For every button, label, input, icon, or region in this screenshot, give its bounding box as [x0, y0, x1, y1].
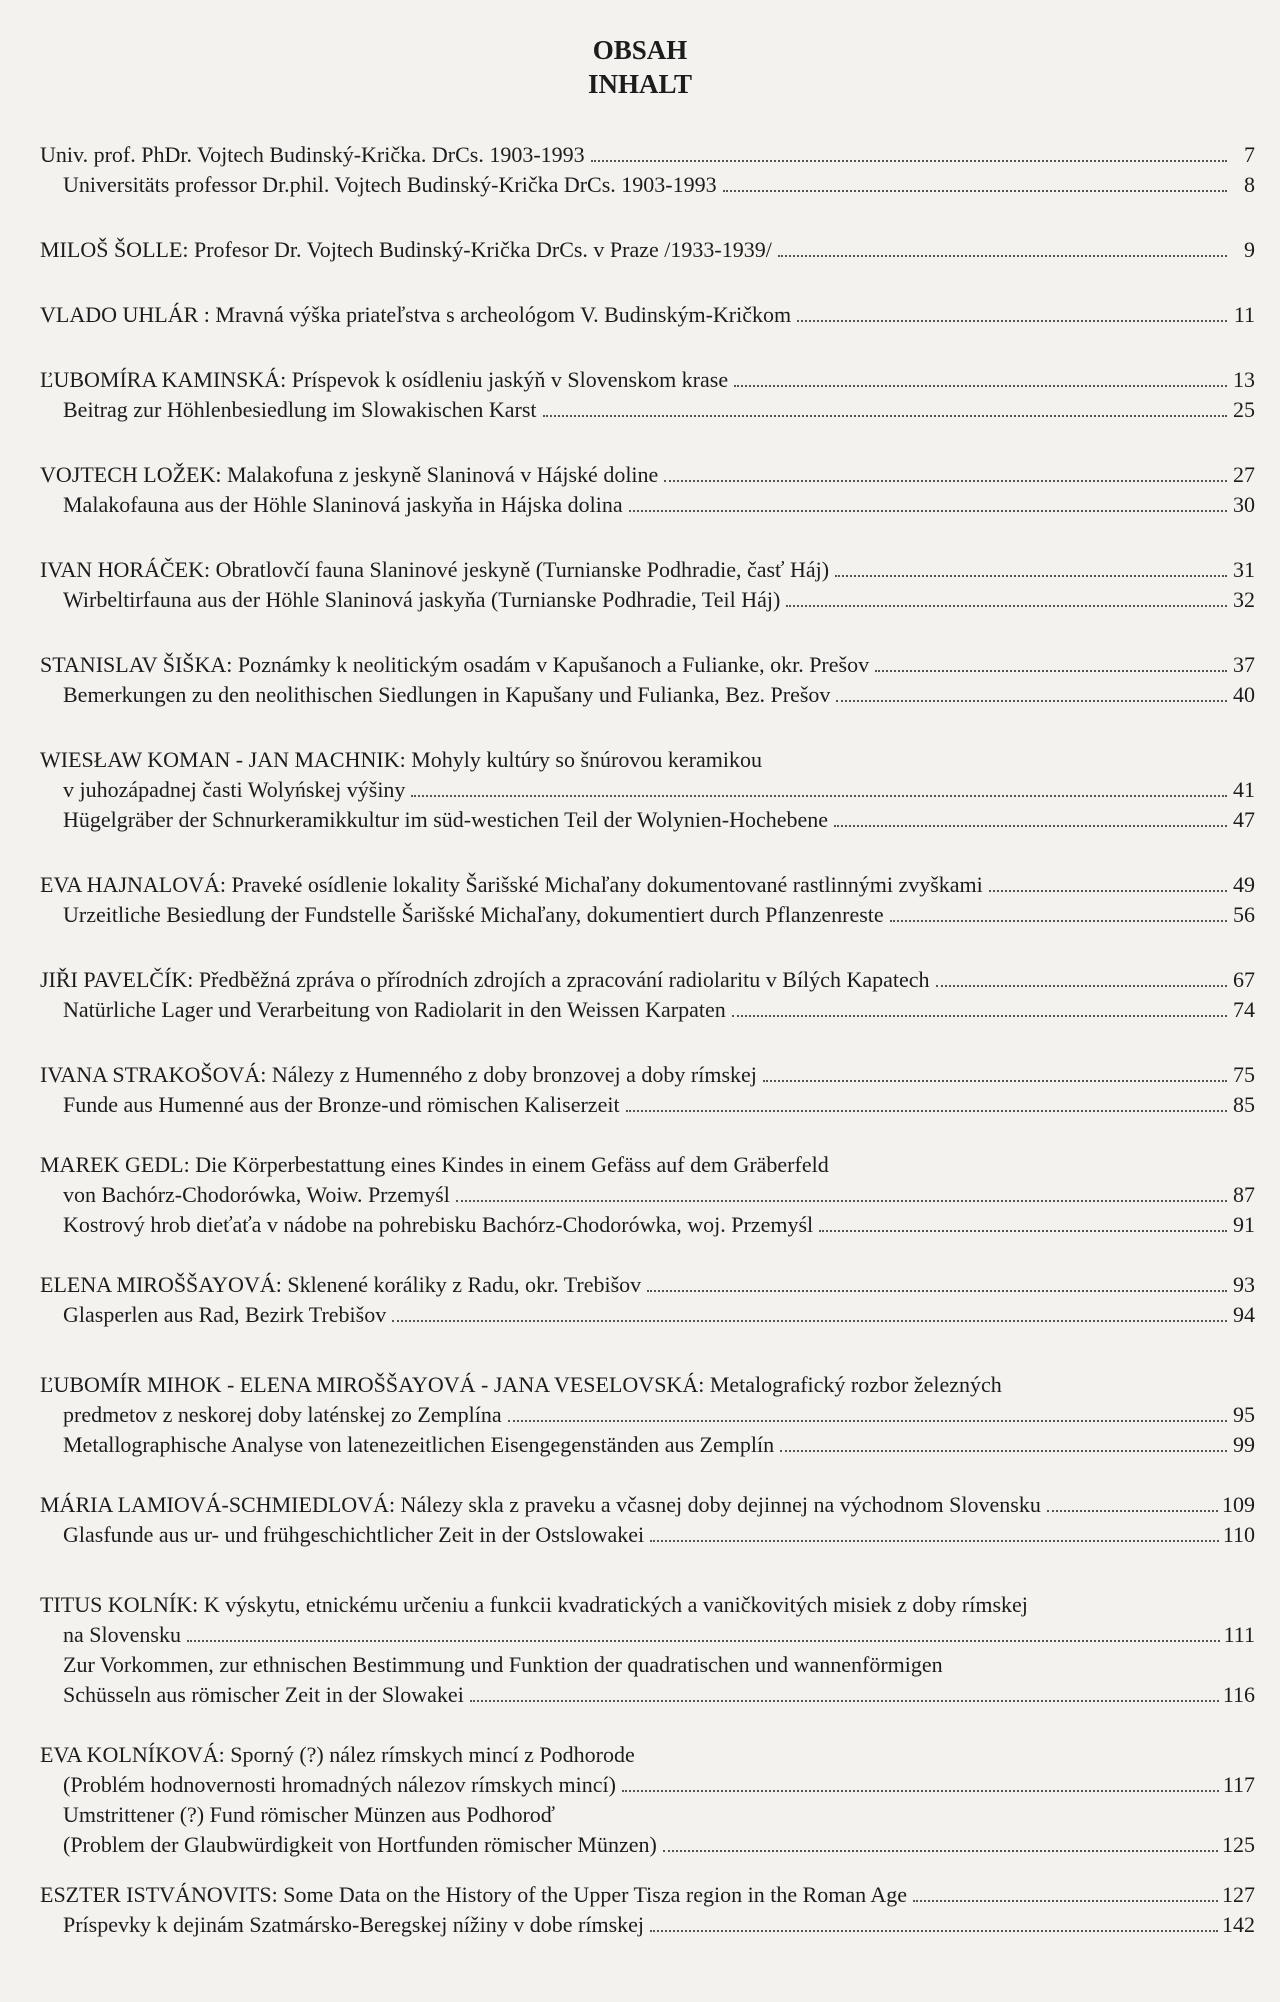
toc-line-text: EVA KOLNÍKOVÁ: Sporný (?) nález rímskych mincí z Podhorode	[40, 1742, 635, 1767]
toc-line	[40, 1150, 1255, 1180]
toc-page-number: 93	[1233, 1272, 1255, 1297]
toc-line-text: Umstrittener (?) Fund römischer Münzen aus Podhoroď	[63, 1802, 556, 1827]
dot-leader	[936, 985, 1228, 987]
dot-leader	[797, 320, 1227, 322]
toc-entry	[40, 965, 1255, 1025]
toc-line	[40, 900, 1255, 930]
toc-line-text: EVA HAJNALOVÁ: Praveké osídlenie lokality Šarišské Michaľany dokumentované rastlinnými zvyškami	[40, 872, 983, 897]
toc-line-text: Príspevky k dejinám Szatmársko-Beregskej nížiny v dobe rímskej	[63, 1912, 645, 1937]
toc-line	[40, 1770, 1255, 1800]
toc-line	[40, 1910, 1255, 1940]
toc-line	[40, 1620, 1255, 1650]
toc-entry	[40, 235, 1255, 265]
toc-line	[40, 1180, 1255, 1210]
toc-line	[40, 235, 1255, 265]
toc-entry	[40, 555, 1255, 615]
toc-line-text: Funde aus Humenné aus der Bronze-und römischen Kaliserzeit	[63, 1092, 620, 1117]
toc-page-number: 125	[1222, 1832, 1255, 1857]
toc-line	[40, 1650, 1255, 1680]
toc-entry	[40, 1490, 1255, 1550]
toc-page-number: 13	[1233, 367, 1255, 392]
toc-line-text: WIESŁAW KOMAN - JAN MACHNIK: Mohyly kultúry so šnúrovou keramikou	[40, 747, 762, 772]
toc-line-text: ELENA MIROŠŠAYOVÁ: Sklenené koráliky z Radu, okr. Trebišov	[40, 1272, 642, 1297]
toc-entry	[40, 365, 1255, 425]
dot-leader	[778, 255, 1227, 257]
toc-line-text: MÁRIA LAMIOVÁ-SCHMIEDLOVÁ: Nálezy skla z praveku a včasnej doby dejinnej na východnom Slovensku	[40, 1492, 1041, 1517]
dot-leader	[1047, 1510, 1218, 1512]
toc-line	[40, 745, 1255, 775]
toc-entry	[40, 460, 1255, 520]
toc-line	[40, 395, 1255, 425]
toc-line-text: TITUS KOLNÍK: K výskytu, etnickému určeniu a funkcii kvadratických a vaničkovitých misiek z doby rímskej	[40, 1592, 1028, 1617]
toc-line	[40, 870, 1255, 900]
toc-page-number: 9	[1244, 237, 1255, 262]
toc-line-text: ĽUBOMÍRA KAMINSKÁ: Príspevok k osídleniu jaskýň v Slovenskom krase	[40, 367, 729, 392]
dot-leader	[591, 160, 1227, 162]
toc-page-number: 142	[1222, 1912, 1255, 1937]
dot-leader	[543, 415, 1227, 417]
toc-line-text: von Bachórz-Chodorówka, Woiw. Przemyśl	[63, 1182, 450, 1207]
toc-line	[40, 1400, 1255, 1430]
toc-line	[40, 775, 1255, 805]
toc-line-text: Malakofauna aus der Höhle Slaninová jaskyňa in Hájska dolina	[63, 492, 623, 517]
toc-line	[40, 995, 1255, 1025]
toc-line	[40, 1880, 1255, 1910]
dot-leader	[875, 670, 1227, 672]
toc-page-number: 11	[1233, 302, 1255, 327]
dot-leader	[392, 1320, 1227, 1322]
toc-page-number: 75	[1233, 1062, 1255, 1087]
toc-page-number: 8	[1244, 172, 1255, 197]
dot-leader	[723, 190, 1227, 192]
toc-line-text: Glasfunde aus ur- und frühgeschichtlicher Zeit in der Ostslowakei	[63, 1522, 645, 1547]
toc-page-number: 74	[1233, 997, 1255, 1022]
toc-line-text: predmetov z neskorej doby laténskej zo Zemplína	[63, 1402, 502, 1427]
toc-page-number: 27	[1233, 462, 1255, 487]
toc-page-number: 49	[1233, 872, 1255, 897]
toc-line	[40, 170, 1255, 200]
dot-leader	[734, 385, 1227, 387]
page-title: OBSAH	[592, 35, 688, 65]
dot-leader	[763, 1080, 1227, 1082]
toc-line-text: v juhozápadnej časti Wolyńskej výšiny	[63, 777, 406, 802]
toc-line	[40, 300, 1255, 330]
dot-leader	[626, 1110, 1227, 1112]
toc-line-text: ĽUBOMÍR MIHOK - ELENA MIROŠŠAYOVÁ - JANA VESELOVSKÁ: Metalografický rozbor železných	[40, 1372, 1002, 1397]
toc-entry	[40, 1150, 1255, 1240]
toc-line	[40, 585, 1255, 615]
dot-leader	[819, 1230, 1227, 1232]
toc-line-text: Natürliche Lager und Verarbeitung von Radiolarit in den Weissen Karpaten	[63, 997, 726, 1022]
toc-line	[40, 1740, 1255, 1770]
toc-line-text: Glasperlen aus Rad, Bezirk Trebišov	[63, 1302, 387, 1327]
toc-line	[40, 1300, 1255, 1330]
toc-line	[40, 490, 1255, 520]
dot-leader	[663, 1850, 1218, 1852]
toc-page-number: 32	[1233, 587, 1255, 612]
toc-line	[40, 1370, 1255, 1400]
dot-leader	[456, 1200, 1227, 1202]
toc-line	[40, 650, 1255, 680]
toc-entry	[40, 1740, 1255, 1860]
dot-leader	[470, 1700, 1219, 1702]
toc-line	[40, 1830, 1255, 1860]
dot-leader	[664, 480, 1227, 482]
dot-leader	[622, 1790, 1219, 1792]
toc-page-number: 56	[1233, 902, 1255, 927]
dot-leader	[835, 575, 1227, 577]
dot-leader	[411, 795, 1227, 797]
toc-page-number: 99	[1233, 1432, 1255, 1457]
toc-line-text: Zur Vorkommen, zur ethnischen Bestimmung und Funktion der quadratischen und wannenförmigen	[63, 1652, 943, 1677]
toc-line-text: Metallographische Analyse von latenezeitlichen Eisengegenständen aus Zemplín	[63, 1432, 775, 1457]
toc-entry	[40, 140, 1255, 200]
toc-line	[40, 1430, 1255, 1460]
toc-line-text: (Problem der Glaubwürdigkeit von Hortfunden römischer Münzen)	[63, 1832, 657, 1857]
toc-page-number: 41	[1233, 777, 1255, 802]
toc-line-text: Wirbeltirfauna aus der Höhle Slaninová jaskyňa (Turnianske Podhradie, Teil Háj)	[63, 587, 781, 612]
toc-line-text: Schüsseln aus römischer Zeit in der Slowakei	[63, 1682, 464, 1707]
toc-page-number: 95	[1233, 1402, 1255, 1427]
dot-leader	[836, 700, 1227, 702]
dot-leader	[508, 1420, 1227, 1422]
toc-line-text: Hügelgräber der Schnurkeramikkultur im süd-westichen Teil der Wolynien-Hochebene	[63, 807, 829, 832]
toc-entry	[40, 870, 1255, 930]
toc-entry	[40, 1060, 1255, 1120]
toc-line-text: IVAN HORÁČEK: Obratlovčí fauna Slaninové jeskyně (Turnianske Podhradie, časť Háj)	[40, 557, 830, 582]
toc-line-text: Kostrový hrob dieťaťa v nádobe na pohrebisku Bachórz-Chodorówka, woj. Przemyśl	[63, 1212, 814, 1237]
toc-line-text: STANISLAV ŠIŠKA: Poznámky k neolitickým osadám v Kapušanoch a Fulianke, okr. Prešov	[40, 652, 870, 677]
toc-line	[40, 1270, 1255, 1300]
toc-line	[40, 1520, 1255, 1550]
toc-page-number: 67	[1233, 967, 1255, 992]
toc-line	[40, 1060, 1255, 1090]
toc-line	[40, 365, 1255, 395]
dot-leader	[780, 1450, 1227, 1452]
dot-leader	[834, 825, 1227, 827]
toc-page-number: 37	[1233, 652, 1255, 677]
toc-page-number: 31	[1233, 557, 1255, 582]
toc-page-number: 111	[1223, 1622, 1255, 1647]
toc-page-number: 109	[1222, 1492, 1255, 1517]
toc-line-text: Universitäts professor Dr.phil. Vojtech Budinský-Krička DrCs. 1903-1993	[63, 172, 717, 197]
dot-leader	[989, 890, 1227, 892]
toc-line-text: ESZTER ISTVÁNOVITS: Some Data on the History of the Upper Tisza region in the Roman Age	[40, 1882, 908, 1907]
toc-page-number: 110	[1222, 1522, 1255, 1547]
toc-line-text: VOJTECH LOŽEK: Malakofuna z jeskyně Slaninová v Hájské doline	[40, 462, 659, 487]
toc-line	[40, 1800, 1255, 1830]
toc-page-number: 25	[1233, 397, 1255, 422]
toc-line	[40, 1490, 1255, 1520]
toc-page-number: 7	[1244, 142, 1255, 167]
dot-leader	[913, 1900, 1218, 1902]
toc-page-number: 30	[1233, 492, 1255, 517]
dot-leader	[890, 920, 1227, 922]
toc-page-number: 47	[1233, 807, 1255, 832]
toc-line	[40, 555, 1255, 585]
toc-line	[40, 680, 1255, 710]
toc-line-text: IVANA STRAKOŠOVÁ: Nálezy z Humenného z doby bronzovej a doby rímskej	[40, 1062, 757, 1087]
toc-page-number: 40	[1233, 682, 1255, 707]
dot-leader	[786, 605, 1227, 607]
toc-line	[40, 140, 1255, 170]
toc-entry	[40, 300, 1255, 330]
dot-leader	[187, 1640, 1220, 1642]
toc-page-number: 87	[1233, 1182, 1255, 1207]
toc-page-number: 117	[1222, 1772, 1255, 1797]
toc-line	[40, 1680, 1255, 1710]
toc-line	[40, 1210, 1255, 1240]
toc-line-text: Bemerkungen zu den neolithischen Siedlungen in Kapušany und Fulianka, Bez. Prešov	[63, 682, 831, 707]
dot-leader	[629, 510, 1227, 512]
toc-page-number: 116	[1222, 1682, 1255, 1707]
toc-line	[40, 805, 1255, 835]
toc-line	[40, 460, 1255, 490]
toc-line	[40, 965, 1255, 995]
toc-line-text: Univ. prof. PhDr. Vojtech Budinský-Krička. DrCs. 1903-1993	[40, 142, 585, 167]
dot-leader	[650, 1930, 1218, 1932]
toc-entry	[40, 1590, 1255, 1710]
toc-page-number: 127	[1222, 1882, 1255, 1907]
toc-line-text: Beitrag zur Höhlenbesiedlung im Slowakischen Karst	[63, 397, 537, 422]
toc-line-text: MILOŠ ŠOLLE: Profesor Dr. Vojtech Budinský-Krička DrCs. v Praze /1933-1939/	[40, 237, 772, 262]
toc-line	[40, 1090, 1255, 1120]
toc-page-number: 94	[1233, 1302, 1255, 1327]
toc-line	[40, 1590, 1255, 1620]
toc-page-number: 91	[1233, 1212, 1255, 1237]
toc-page-number: 85	[1233, 1092, 1255, 1117]
toc-line-text: JIŘI PAVELČÍK: Předběžná zpráva o přírodních zdrojích a zpracování radiolaritu v Bílých Kapatech	[40, 967, 930, 992]
toc-entry	[40, 1270, 1255, 1330]
toc-line-text: (Problém hodnovernosti hromadných nálezov rímskych mincí)	[63, 1772, 616, 1797]
dot-leader	[650, 1540, 1219, 1542]
toc-entry	[40, 650, 1255, 710]
toc-line-text: MAREK GEDL: Die Körperbestattung eines Kindes in einem Gefäss auf dem Gräberfeld	[40, 1152, 829, 1177]
toc-line-text: Urzeitliche Besiedlung der Fundstelle Šarišské Michaľany, dokumentiert durch Pflanzenreste	[63, 902, 884, 927]
toc-line-text: VLADO UHLÁR : Mravná výška priateľstva s archeológom V. Budinským-Kričkom	[40, 302, 792, 327]
toc-entry	[40, 745, 1255, 835]
dot-leader	[647, 1290, 1227, 1292]
toc-line-text: na Slovensku	[63, 1622, 181, 1647]
dot-leader	[732, 1015, 1227, 1017]
toc-entry	[40, 1370, 1255, 1460]
toc-entry	[40, 1880, 1255, 1940]
page-subtitle: INHALT	[587, 69, 693, 99]
